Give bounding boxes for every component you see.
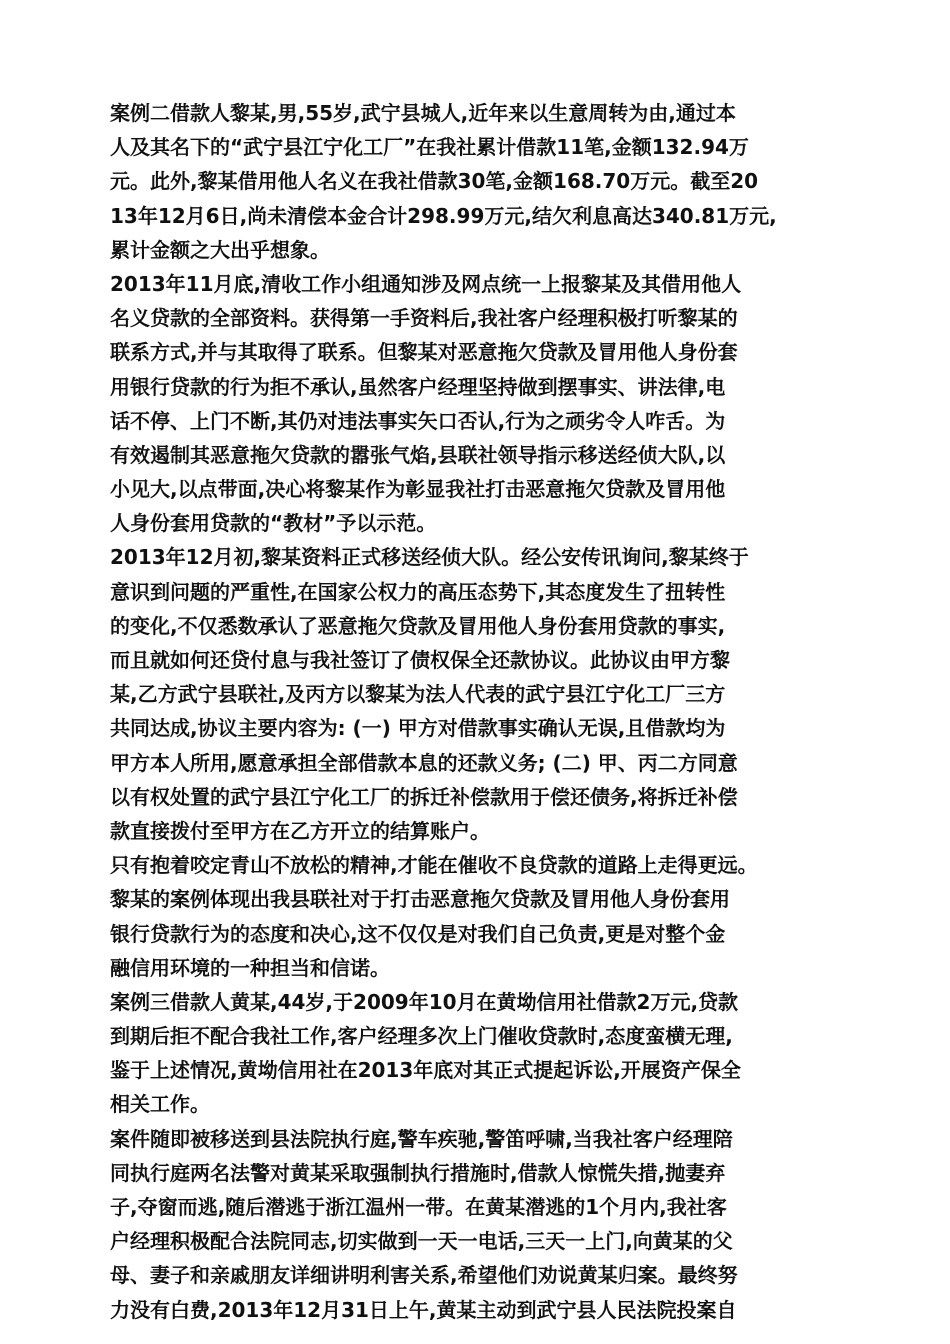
text-line: 以有权处置的武宁县江宁化工厂的拆迁补偿款用于偿还债务,将拆迁补偿 [110, 784, 738, 809]
text-line: 黎某的案例体现出我县联社对于打击恶意拖欠贷款及冒用他人身份套用 [110, 887, 730, 912]
text-line: 子,夺窗而逃,随后潜逃于浙江温州一带。在黄某潜逃的1个月内,我社客 [110, 1195, 727, 1219]
text-line: 母、妻子和亲戚朋友详细讲明利害关系,希望他们劝说黄某归案。最终努 [110, 1263, 738, 1288]
text-line: 案例二借款人黎某,男,55岁,武宁县城人,近年来以生意周转为由,通过本 [110, 101, 736, 125]
text-line: 名义贷款的全部资料。获得第一手资料后,我社客户经理积极打听黎某的 [110, 306, 738, 331]
text-line: 而且就如何还贷付息与我社签订了债权保全还款协议。此协议由甲方黎 [110, 648, 730, 672]
text-line: 话不停、上门不断,其仍对违法事实矢口否认,行为之顽劣令人咋舌。为 [110, 408, 726, 433]
text-line: 款直接拨付至甲方在乙方开立的结算账户。 [110, 818, 490, 843]
paragraph [110, 1122, 850, 1327]
text-line: 人及其名下的“武宁县江宁化工厂”在我社累计借款11笔,金额132.94万 [110, 135, 749, 160]
paragraph [110, 96, 850, 267]
text-line: 小见大,以点带面,决心将黎某作为彰显我社打击恶意拖欠贷款及冒用他 [110, 477, 726, 502]
text-line: 案例三借款人黄某,44岁,于2009年10月在黄坳信用社借款2万元,贷款 [110, 989, 739, 1014]
text-line: 银行贷款行为的态度和决心,这不仅仅是对我们自己负责,更是对整个金 [110, 921, 726, 946]
document-body [110, 96, 850, 1327]
text-line: 意识到问题的严重性,在国家公权力的高压态势下,其态度发生了扭转性 [110, 579, 726, 604]
text-line: 联系方式,并与其取得了联系。但黎某对恶意拖欠贷款及冒用他人身份套 [110, 340, 738, 365]
text-line: 同执行庭两名法警对黄某采取强制执行措施时,借款人惊慌失措,抛妻弃 [110, 1160, 726, 1185]
text-line: 户经理积极配合法院同志,切实做到一天一电话,三天一上门,向黄某的父 [110, 1229, 733, 1254]
text-line: 的变化,不仅悉数承认了恶意拖欠贷款及冒用他人身份套用贷款的事实, [110, 613, 726, 638]
paragraph [110, 985, 850, 1122]
text-line: 13年12月6日,尚未清偿本金合计298.99万元,结欠利息高达340.81万元, [110, 203, 777, 228]
text-line: 2013年11月底,清收工作小组通知涉及网点统一上报黎某及其借用他人 [110, 271, 742, 296]
paragraph [110, 848, 850, 985]
text-line: 到期后拒不配合我社工作,客户经理多次上门催收贷款时,态度蛮横无理, [110, 1024, 733, 1049]
paragraph [110, 540, 850, 848]
paragraph [110, 267, 850, 541]
text-line: 2013年12月初,黎某资料正式移送经侦大队。经公安传讯询问,黎某终于 [110, 545, 749, 570]
text-line: 共同达成,协议主要内容为: (一) 甲方对借款事实确认无误,且借款均为 [110, 716, 726, 741]
text-line: 融信用环境的一种担当和信诺。 [110, 955, 390, 980]
text-line: 相关工作。 [110, 1092, 210, 1117]
text-line: 人身份套用贷款的“教材”予以示范。 [110, 511, 437, 536]
text-line: 甲方本人所用,愿意承担全部借款本息的还款义务; (二) 甲、丙二方同意 [110, 750, 738, 775]
text-line: 用银行贷款的行为拒不承认,虽然客户经理坚持做到摆事实、讲法律,电 [110, 374, 726, 399]
text-line: 有效遏制其恶意拖欠贷款的嚣张气焰,县联社领导指示移送经侦大队,以 [110, 442, 726, 467]
text-line: 鉴于上述情况,黄坳信用社在2013年底对其正式提起诉讼,开展资产保全 [110, 1058, 741, 1083]
text-line: 案件随即被移送到县法院执行庭,警车疾驰,警笛呼啸,当我社客户经理陪 [110, 1126, 733, 1151]
text-line: 只有抱着咬定青山不放松的精神,才能在催收不良贷款的道路上走得更远。 [110, 853, 758, 878]
text-line: 力没有白费,2013年12月31日上午,黄某主动到武宁县人民法院投案自 [110, 1297, 737, 1322]
text-line: 累计金额之大出乎想象。 [110, 237, 330, 262]
text-line: 元。此外,黎某借用他人名义在我社借款30笔,金额168.70万元。截至20 [110, 169, 759, 194]
text-line: 某,乙方武宁县联社,及丙方以黎某为法人代表的武宁县江宁化工厂三方 [110, 682, 726, 707]
